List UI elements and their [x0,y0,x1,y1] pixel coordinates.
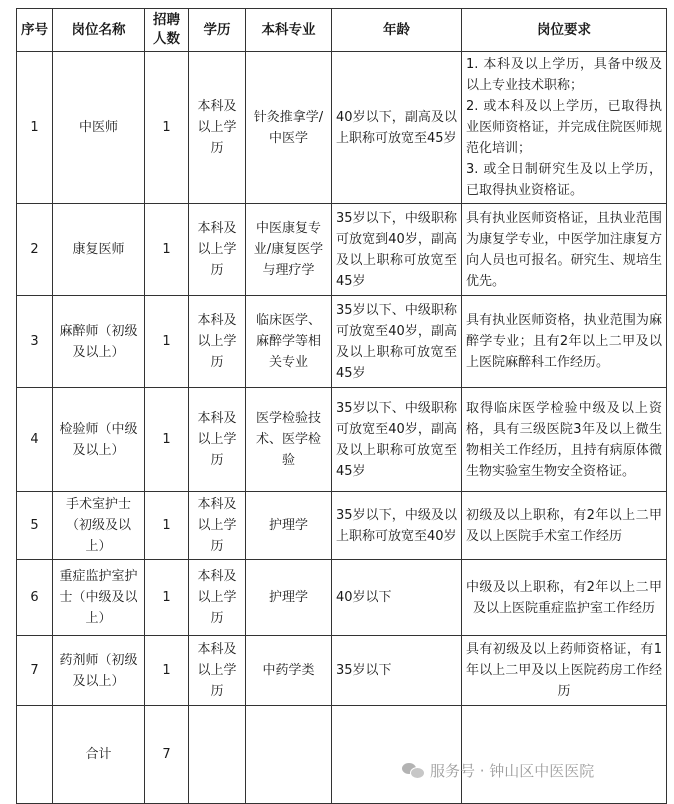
cell-position: 麻醉师（初级及以上） [53,296,145,388]
recruitment-table-container [16,8,666,804]
watermark-text: 服务号 · 钟山区中医医院 [430,761,595,780]
cell-count: 1 [145,636,189,706]
cell-requirements [462,492,667,560]
table-body [17,52,667,804]
cell-position: 中医师 [53,52,145,204]
cell-count: 1 [145,492,189,560]
total-row [17,706,667,804]
header-no: 序号 [17,9,53,52]
cell-count: 1 [145,560,189,636]
cell-education: 本科及以上学历 [189,560,246,636]
cell-no: 6 [17,560,53,636]
cell-major: 护理学 [246,492,332,560]
cell-count: 1 [145,388,189,492]
table-row [17,636,667,706]
cell-education: 本科及以上学历 [189,52,246,204]
requirement-line: 中级及以上职称，有2年以上二甲及以上医院重症监护室工作经历 [466,579,662,616]
cell-empty [246,706,332,804]
cell-count: 1 [145,296,189,388]
header-education: 学历 [189,9,246,52]
cell-education: 本科及以上学历 [189,388,246,492]
requirement-line: 1. 本科及以上学历，具备中级及以上专业技术职称； [466,57,662,93]
cell-no: 4 [17,388,53,492]
requirement-line: 具有执业医师资格证，且执业范围为康复学专业，中医学加注康复方向人员也可报名。研究生、规培生优先。 [466,210,662,289]
cell-education: 本科及以上学历 [189,636,246,706]
cell-empty [332,706,462,804]
cell-requirements [462,636,667,706]
cell-education: 本科及以上学历 [189,204,246,296]
total-count: 7 [145,706,189,804]
header-major: 本科专业 [246,9,332,52]
cell-age: 40岁以下 [332,560,462,636]
header-row [17,9,667,52]
cell-age: 35岁以下、中级职称可放宽至40岁，副高及以上职称可放宽至45岁 [332,296,462,388]
cell-count: 1 [145,204,189,296]
cell-position: 康复医师 [53,204,145,296]
cell-requirements [462,204,667,296]
cell-major: 中医康复专业/康复医学与理疗学 [246,204,332,296]
cell-age: 35岁以下，中级职称可放宽到40岁，副高及以上职称可放宽至45岁 [332,204,462,296]
table-row [17,52,667,204]
requirement-line: 初级及以上职称，有2年以上二甲及以上医院手术室工作经历 [466,507,662,544]
table-row [17,388,667,492]
requirement-line: 具有执业医师资格，执业范围为麻醉学专业；且有2年以上二甲及以上医院麻醉科工作经历。 [466,313,662,370]
requirement-line: 取得临床医学检验中级及以上资格，具有三级医院3年及以上微生物相关工作经历，且持有病原体微生物实验室生物安全资格证。 [466,400,662,479]
cell-no: 7 [17,636,53,706]
cell-major: 临床医学、麻醉学等相关专业 [246,296,332,388]
cell-requirements [462,52,667,204]
cell-major: 护理学 [246,560,332,636]
cell-position: 手术室护士（初级及以上） [53,492,145,560]
cell-requirements [462,560,667,636]
cell-education: 本科及以上学历 [189,296,246,388]
cell-count: 1 [145,52,189,204]
cell-major: 医学检验技术、医学检验 [246,388,332,492]
total-label: 合计 [53,706,145,804]
table-row [17,492,667,560]
cell-no: 5 [17,492,53,560]
cell-age: 35岁以下、中级职称可放宽至40岁，副高及以上职称可放宽至45岁 [332,388,462,492]
cell-age: 35岁以下，中级及以上职称可放宽至40岁 [332,492,462,560]
cell-empty [189,706,246,804]
cell-education: 本科及以上学历 [189,492,246,560]
cell-position: 药剂师（初级及以上） [53,636,145,706]
cell-requirements [462,296,667,388]
header-age: 年龄 [332,9,462,52]
table-row [17,296,667,388]
watermark [402,757,594,783]
cell-requirements [462,388,667,492]
requirement-line: 3. 或全日制研究生及以上学历，已取得执业资格证。 [466,162,662,198]
header-position: 岗位名称 [53,9,145,52]
table-row [17,560,667,636]
requirement-line: 具有初级及以上药师资格证，有1年以上二甲及以上医院药房工作经历 [466,642,662,699]
cell-position: 检验师（中级及以上） [53,388,145,492]
table-row [17,204,667,296]
cell-no: 1 [17,52,53,204]
cell-no-empty [17,706,53,804]
cell-no: 2 [17,204,53,296]
cell-major: 针灸推拿学/中医学 [246,52,332,204]
cell-major: 中药学类 [246,636,332,706]
cell-empty [462,706,667,804]
cell-age: 35岁以下 [332,636,462,706]
wechat-icon [402,761,424,779]
requirement-line: 2. 或本科及以上学历，已取得执业医师资格证，并完成住院医师规范化培训； [466,99,662,156]
header-count: 招聘人数 [145,9,189,52]
cell-position: 重症监护室护士（中级及以上） [53,560,145,636]
cell-no: 3 [17,296,53,388]
cell-age: 40岁以下，副高及以上职称可放宽至45岁 [332,52,462,204]
header-requirements: 岗位要求 [462,9,667,52]
recruitment-table [16,8,667,804]
